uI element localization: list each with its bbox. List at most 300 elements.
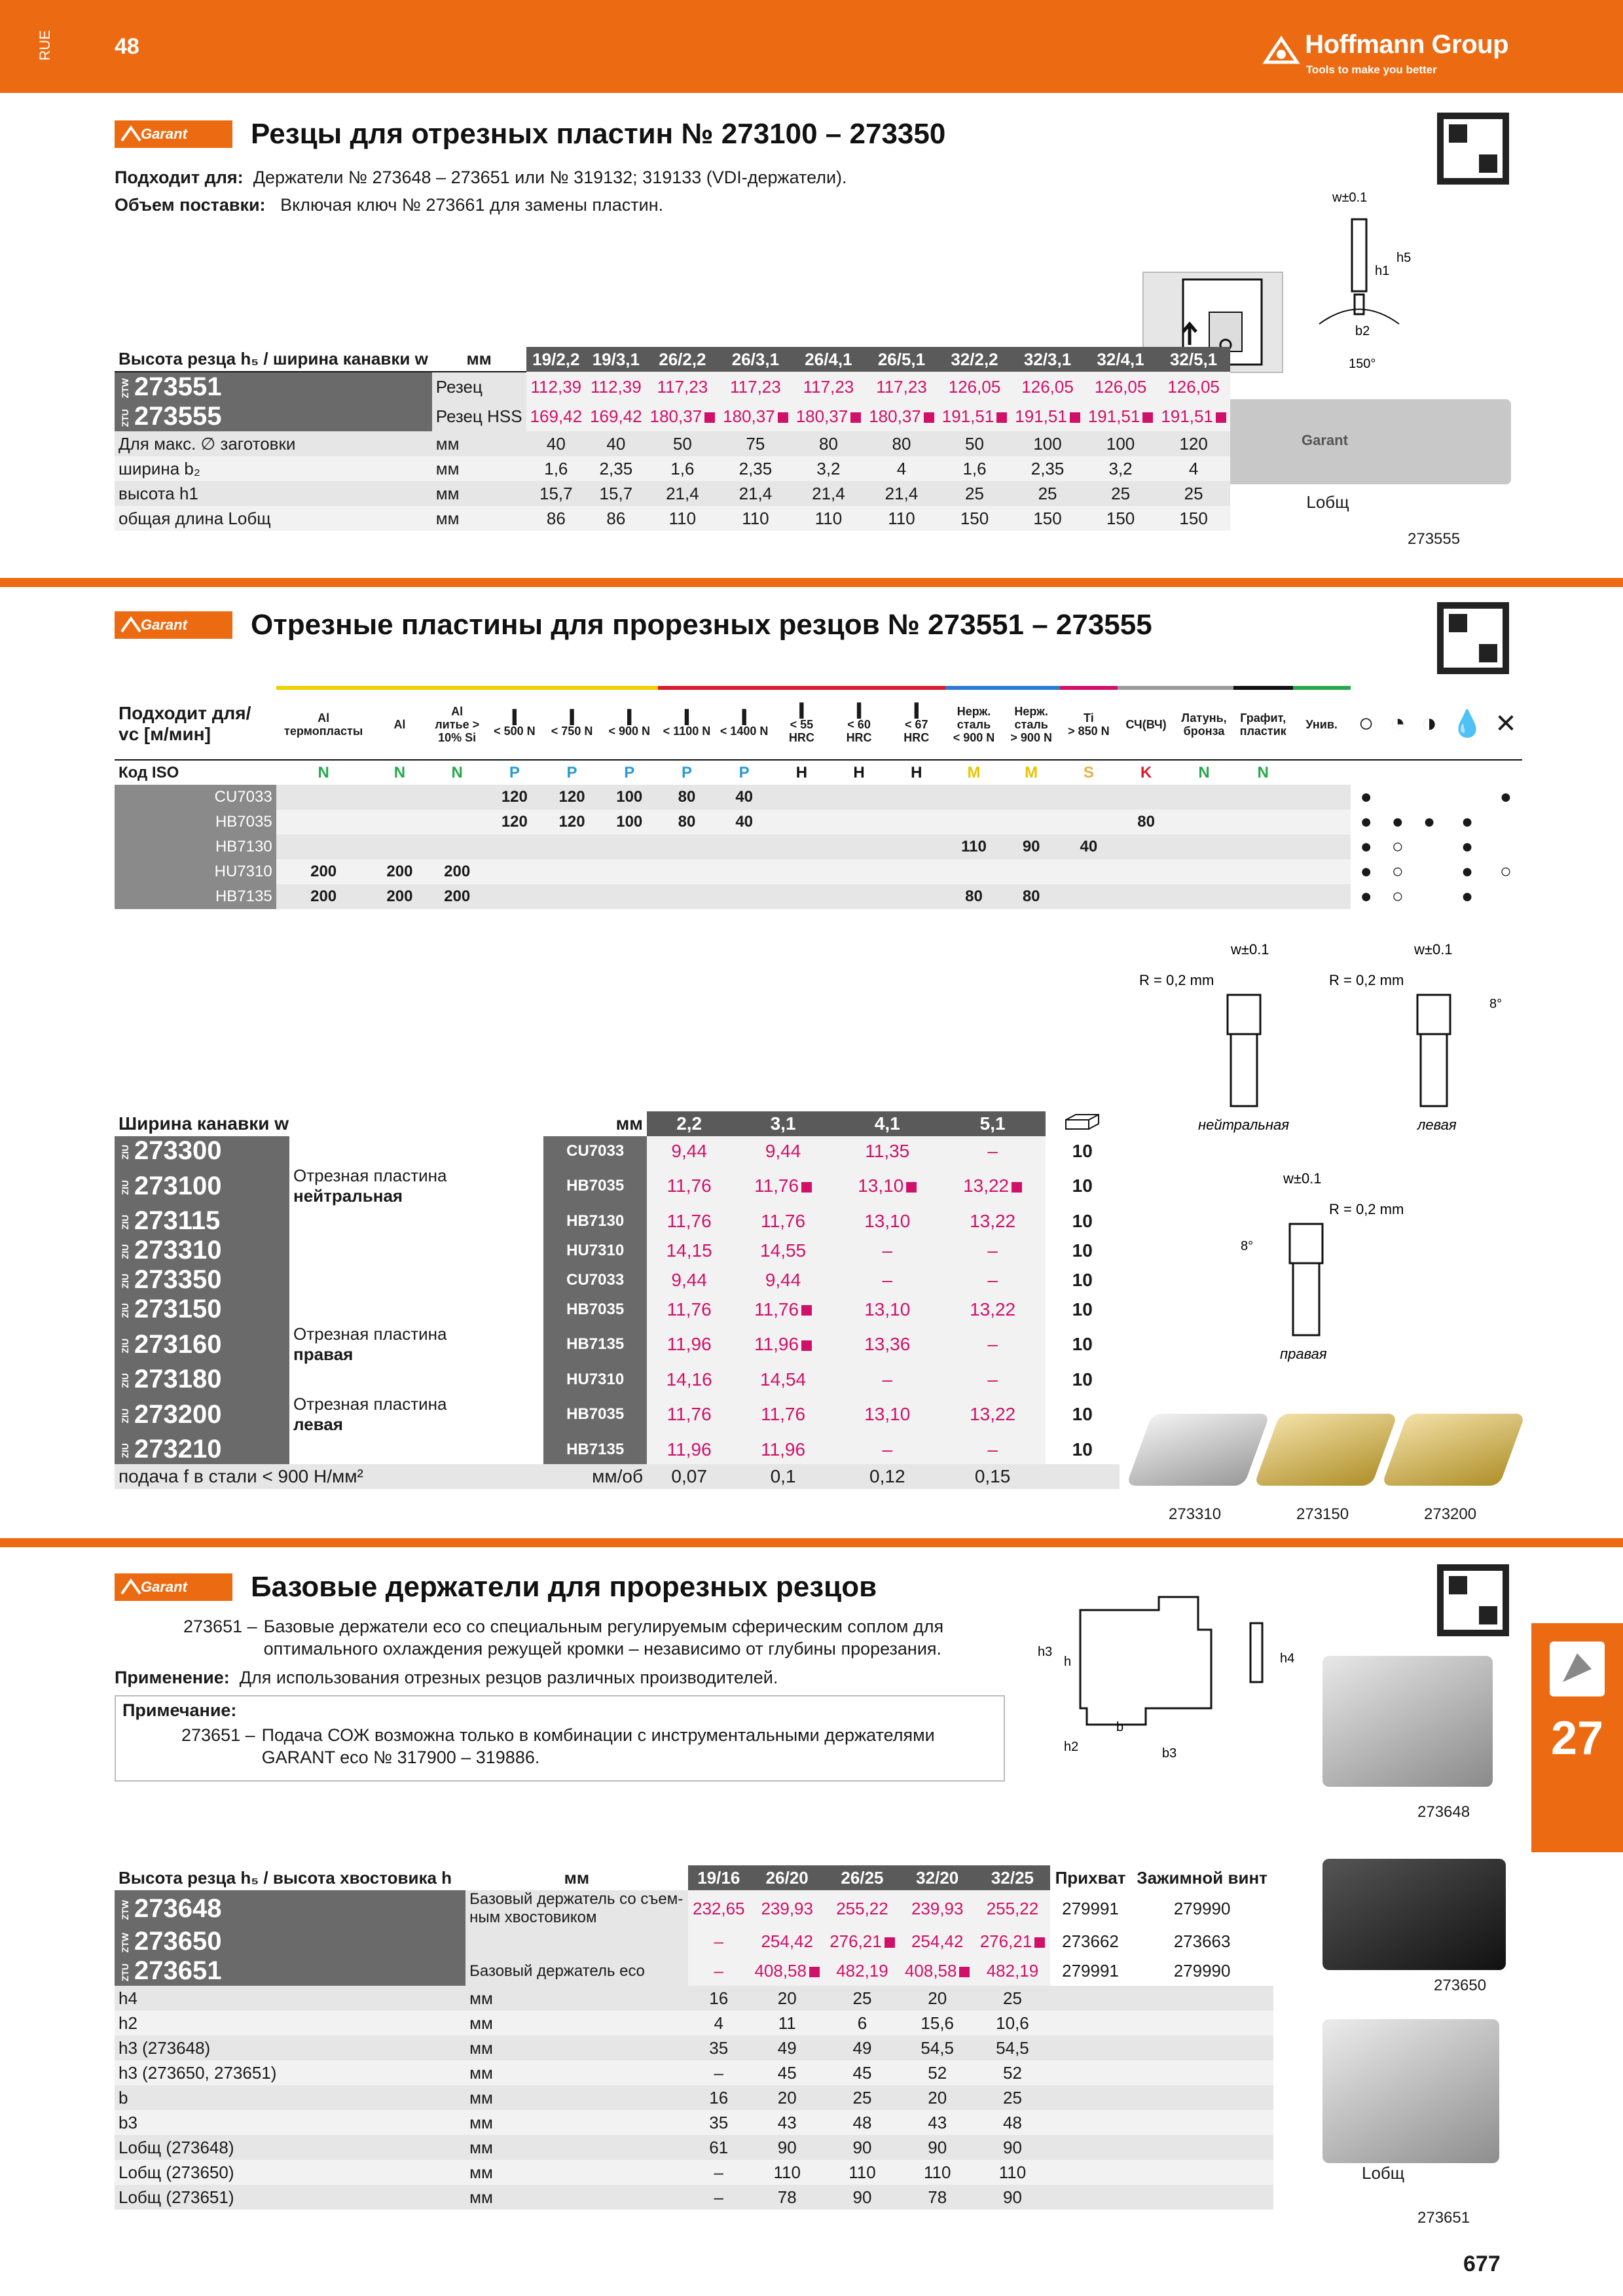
iso-code: S <box>1083 763 1094 781</box>
article-number[interactable]: ZIU 273180 <box>115 1365 289 1394</box>
cutting-speed <box>1175 834 1233 859</box>
steel-profile-icon: Ⅰ <box>854 699 864 724</box>
note-label: Примечание: <box>122 1700 237 1720</box>
dim-value: 4 <box>896 458 907 478</box>
table-row <box>115 2185 1273 2210</box>
price-cell: 239,93 <box>750 1890 825 1927</box>
blade-marking: Garant <box>1302 432 1348 448</box>
dim-value: 120 <box>1179 433 1208 454</box>
dim-value: 50 <box>965 433 984 454</box>
table-row <box>115 2135 1273 2160</box>
price-cell: 112,39 <box>586 372 646 402</box>
price-cell: 408,58 <box>750 1956 825 1986</box>
table-row <box>115 1324 1120 1365</box>
article-number[interactable]: ZIU 273160 <box>115 1324 289 1365</box>
dim-value: 2,35 <box>1030 458 1065 478</box>
dim-value: 150 <box>960 508 989 528</box>
price-cell: 112,39 <box>526 372 587 402</box>
svg-text:h2: h2 <box>1064 1740 1079 1754</box>
dim-value: 16 <box>709 2087 729 2108</box>
cutting-speed <box>1118 785 1175 810</box>
table-row <box>115 1435 1120 1464</box>
dim-value: 150 <box>1106 508 1135 528</box>
insert-name <box>289 1206 543 1236</box>
hoffmann-logo-icon <box>1264 37 1298 63</box>
price-cell: 11,76 <box>731 1166 835 1206</box>
dim-label: общая длина Lобщ <box>119 508 271 528</box>
cutting-speed <box>830 859 888 884</box>
price-cell: 180,37 <box>865 402 938 431</box>
table-row <box>115 1927 1273 1956</box>
suitability-mark: ● <box>1423 811 1436 833</box>
table-row <box>115 2085 1273 2110</box>
accessory-number: 279991 <box>1062 1961 1119 1981</box>
fits-for-label: Подходит для/ vc [м/мин] <box>119 702 251 744</box>
price-cell: – <box>835 1236 940 1265</box>
qr-code-icon[interactable] <box>1437 113 1509 185</box>
svg-text:w±0.1: w±0.1 <box>1283 1170 1322 1187</box>
stock-marker-icon <box>850 412 861 423</box>
svg-text:R = 0,2 mm: R = 0,2 mm <box>1329 1201 1404 1217</box>
section3-heading <box>115 1571 877 1604</box>
t1-col-header: 26/3,1 <box>719 347 792 372</box>
price-cell: 117,23 <box>719 372 792 402</box>
steel-profile-icon: Ⅰ <box>625 706 634 730</box>
t4-col-header: 26/25 <box>825 1865 900 1890</box>
price-cell: 191,51 <box>938 402 1012 431</box>
cutting-speed <box>888 859 945 884</box>
iso-code <box>1293 760 1351 785</box>
cutting-speed <box>830 785 888 810</box>
iso-code: H <box>911 763 922 781</box>
blank-cell <box>1131 2060 1273 2085</box>
profile-icon: ◔ <box>1389 709 1406 738</box>
caption-273310: 273310 <box>1169 1505 1222 1523</box>
table-row <box>115 372 1230 402</box>
iso-code: P <box>566 763 577 781</box>
article-number[interactable]: ZTW 273650 <box>115 1927 465 1956</box>
price-cell: 126,05 <box>1157 372 1230 402</box>
brand-name: Hoffmann Group <box>1305 30 1508 59</box>
feed-unit: мм/об <box>592 1466 643 1486</box>
cutting-speed: 40 <box>716 785 773 810</box>
iso-code: N <box>318 763 329 781</box>
s3-application: Применение: Для использования отрезных резцов различных производителей. <box>115 1668 778 1687</box>
suitability-mark: ● <box>1360 836 1372 857</box>
dim-value: 90 <box>777 2137 797 2157</box>
table-row <box>115 1265 1120 1295</box>
steel-profile-icon: Ⅰ <box>682 706 691 730</box>
price-cell: 14,15 <box>647 1236 731 1265</box>
blank-cell <box>1050 2036 1131 2060</box>
feed-value: 0,12 <box>869 1466 905 1486</box>
grade-code: HB7035 <box>543 1295 647 1324</box>
table-row <box>115 884 1522 909</box>
cutting-speed: 120 <box>486 785 543 810</box>
pack-quantity: 10 <box>1072 1240 1093 1261</box>
grade-code: HB7135 <box>543 1435 647 1464</box>
cutting-speed <box>716 859 773 884</box>
article-number[interactable]: ZIU 273350 <box>115 1265 289 1295</box>
blank-cell <box>1050 2110 1131 2135</box>
holder-image-273650 <box>1322 1859 1506 1970</box>
grade-label: HB7135 <box>115 884 276 909</box>
table-row <box>115 506 1230 531</box>
round-icon: ○ <box>1358 709 1374 738</box>
s1-fits-line: Подходит для: Держатели № 273648 – 273651 или № 319132; 319133 (VDI-держатели). <box>115 168 847 187</box>
insert-name <box>289 1435 543 1464</box>
table-row <box>115 1986 1273 2011</box>
dim-value: 43 <box>777 2112 797 2132</box>
dim-value: – <box>714 2162 723 2182</box>
product-name: Резец <box>432 372 526 402</box>
blank-cell <box>1131 2160 1273 2185</box>
blank-cell <box>1050 1986 1131 2011</box>
steel-profile-icon: Ⅰ <box>510 706 519 730</box>
caption-273200: 273200 <box>1424 1505 1477 1523</box>
price-cell: 276,21 <box>975 1927 1050 1956</box>
t1-col-header: 26/4,1 <box>792 347 866 372</box>
t1-col-header: 19/2,2 <box>526 347 587 372</box>
material-group-header: Ⅰ < 500 N <box>486 688 543 760</box>
t1-col-header: 32/2,2 <box>938 347 1012 372</box>
cutting-speed <box>1175 859 1233 884</box>
cutting-speed <box>428 834 486 859</box>
price-cell: 11,76 <box>647 1394 731 1435</box>
t1-col-header: 26/2,2 <box>646 347 720 372</box>
material-group-header: Нерж. сталь > 900 N <box>1002 688 1060 760</box>
caption-273650: 273650 <box>1434 1977 1487 1994</box>
iso-code: P <box>624 763 635 781</box>
price-cell: 11,96 <box>731 1435 835 1464</box>
blank-cell <box>1050 2011 1131 2036</box>
price-cell: 191,51 <box>1084 402 1158 431</box>
grooving-chapter-icon <box>1531 1623 1623 1708</box>
suitability-mark: ● <box>1461 886 1474 907</box>
feed-value: 0,15 <box>974 1466 1011 1486</box>
blank-cell <box>1413 760 1445 785</box>
svg-text:левая: левая <box>1417 1117 1457 1133</box>
dim-value: 15,7 <box>599 483 633 503</box>
cutting-speed: 200 <box>428 884 486 909</box>
article-number[interactable]: ZIU 273115 <box>115 1206 289 1236</box>
material-group-header: Ⅰ < 900 N <box>600 688 658 760</box>
price-cell: 11,35 <box>835 1136 940 1166</box>
cutting-speed <box>1233 834 1293 859</box>
article-number[interactable]: ZTW 273551 <box>115 372 432 402</box>
material-group-header: Ⅰ < 67 HRC <box>888 688 945 760</box>
t4-col-header: 32/20 <box>900 1865 975 1890</box>
t1-col-header: 32/4,1 <box>1084 347 1158 372</box>
dim-value: 43 <box>928 2112 947 2132</box>
iso-code: P <box>509 763 520 781</box>
t1-head-label: Высота резца h₅ / ширина канавки w <box>115 347 432 372</box>
dim-value: 61 <box>709 2137 729 2157</box>
cutting-speed <box>773 859 831 884</box>
cutting-speed <box>1060 785 1118 810</box>
cutting-speed <box>945 810 1003 834</box>
table-row <box>115 1956 1273 1986</box>
qr-code-icon[interactable] <box>1437 1564 1509 1636</box>
article-number[interactable]: ZIU 273100 <box>115 1166 289 1206</box>
groove-width-label: Ширина канавки w <box>119 1113 289 1134</box>
cutting-speed <box>1118 884 1175 909</box>
price-cell: – <box>835 1265 940 1295</box>
dim-unit: мм <box>435 458 460 478</box>
cutting-speed <box>658 834 716 859</box>
feed-value: 0,07 <box>671 1466 707 1486</box>
price-cell: – <box>835 1365 940 1394</box>
cutting-speed <box>716 884 773 909</box>
dim-value: 110 <box>888 508 915 528</box>
cutting-speed <box>486 884 543 909</box>
cutting-speed <box>830 884 888 909</box>
svg-text:b2: b2 <box>1355 324 1370 338</box>
svg-text:правая: правая <box>1280 1346 1327 1362</box>
dim-value: 4 <box>714 2013 723 2033</box>
t1-col-header: 26/5,1 <box>865 347 938 372</box>
blank-cell <box>1050 2135 1131 2160</box>
grade-code: HU7310 <box>543 1365 647 1394</box>
dim-label: Lобщ (273648) <box>119 2137 234 2157</box>
dim-value: 25 <box>965 483 984 503</box>
t1-unit: мм <box>432 347 526 372</box>
caption-273648: 273648 <box>1417 1803 1470 1821</box>
svg-text:b3: b3 <box>1162 1746 1177 1761</box>
cutting-speed <box>773 884 831 909</box>
cutting-speed: 120 <box>543 785 601 810</box>
cutting-speed: 200 <box>371 859 429 884</box>
blank-cell <box>1131 2085 1273 2110</box>
table-row <box>115 1394 1120 1435</box>
accessory-number: 279991 <box>1062 1898 1119 1918</box>
stock-marker-icon <box>809 1967 820 1977</box>
width-header: 2,2 <box>647 1111 731 1136</box>
price-cell: 11,76 <box>731 1206 835 1236</box>
chapter-tab[interactable] <box>1531 1623 1623 1852</box>
dim-value: 40 <box>606 433 626 454</box>
article-number[interactable]: ZIU 273310 <box>115 1236 289 1265</box>
cutting-speed: 40 <box>1060 834 1118 859</box>
dim-value: 11 <box>778 2013 796 2033</box>
cutting-speed <box>1060 810 1118 834</box>
cutting-speed <box>543 884 601 909</box>
dim-label: b3 <box>119 2112 137 2132</box>
suitability-mark <box>1489 810 1522 834</box>
dim-unit: мм <box>435 508 460 528</box>
suitability-mark: ● <box>1461 836 1474 857</box>
suitability-mark: ○ <box>1391 861 1404 882</box>
table-row <box>115 481 1230 506</box>
dim-label: b <box>119 2087 128 2108</box>
svg-text:R = 0,2 mm: R = 0,2 mm <box>1329 972 1404 988</box>
t1-col-header: 32/3,1 <box>1011 347 1084 372</box>
dim-label: Lобщ (273650) <box>119 2162 234 2182</box>
cutting-speed <box>371 810 429 834</box>
dim-value: 3,2 <box>816 458 841 478</box>
dim-value: 49 <box>777 2037 797 2058</box>
insert-name <box>289 1265 543 1295</box>
dim-value: 21,4 <box>739 483 773 503</box>
t4-col-header: 32/25 <box>975 1865 1050 1890</box>
cutting-speed <box>428 810 486 834</box>
suitability-mark <box>1413 785 1445 810</box>
brand-tagline: Tools to make you better <box>1305 63 1437 76</box>
price-cell: 11,96 <box>647 1324 731 1365</box>
dim-value: 15,6 <box>921 2013 955 2033</box>
width-header: 5,1 <box>940 1111 1046 1136</box>
material-group-header: Al литье > 10% Si <box>428 688 486 760</box>
dim-value: 25 <box>1184 483 1203 503</box>
cutting-speed <box>773 810 831 834</box>
price-cell: 9,44 <box>731 1265 835 1295</box>
qr-code-icon[interactable] <box>1437 602 1509 674</box>
article-number[interactable]: ZIU 273150 <box>115 1295 289 1324</box>
stock-marker-icon <box>1070 412 1080 423</box>
article-number[interactable]: ZTU 273651 <box>115 1956 465 1986</box>
cutting-speed <box>1175 810 1233 834</box>
price-cell: 11,76 <box>647 1166 731 1206</box>
price-cell: 13,10 <box>835 1166 940 1206</box>
dim-unit: мм <box>469 2062 493 2083</box>
brand-logo <box>1264 30 1508 77</box>
dim-value: – <box>714 2062 723 2083</box>
price-cell: 117,23 <box>646 372 720 402</box>
insert-image-273310 <box>1126 1414 1270 1486</box>
dim-value: 25 <box>1111 483 1131 503</box>
grade-code: HB7135 <box>543 1324 647 1365</box>
cutting-speed <box>1293 785 1351 810</box>
dim-value: 15,7 <box>539 483 573 503</box>
dim-unit: мм <box>435 433 460 454</box>
price-cell: 13,22 <box>940 1394 1046 1435</box>
insert-image-273200 <box>1381 1414 1525 1486</box>
blank-cell <box>1131 2110 1273 2135</box>
material-group-header: Ⅰ < 60 HRC <box>830 688 888 760</box>
dim-value: 6 <box>857 2013 867 2033</box>
dim-value: 78 <box>777 2187 797 2207</box>
article-number[interactable]: ZTU 273555 <box>115 402 432 431</box>
price-cell: 169,42 <box>586 402 646 431</box>
suitability-mark <box>1382 785 1413 810</box>
cutter-table <box>115 347 1230 531</box>
dim-unit: мм <box>435 483 460 503</box>
grade-label: HB7130 <box>115 834 276 859</box>
price-cell: – <box>940 1324 1046 1365</box>
svg-text:h4: h4 <box>1280 1651 1295 1666</box>
dim-value: 75 <box>746 433 765 454</box>
s1-scope-line: Объем поставки: Включая ключ № 273661 для замены пластин. <box>115 195 664 215</box>
price-cell: 11,96 <box>647 1435 731 1464</box>
blank-cell <box>1131 2135 1273 2160</box>
pack-quantity: 10 <box>1072 1404 1093 1424</box>
article-number[interactable]: ZIU 273300 <box>115 1136 289 1166</box>
material-group-header: Ⅰ < 1100 N <box>658 688 716 760</box>
feed-label: подача f в стали < 900 Н/мм² <box>119 1466 363 1486</box>
dim-label: Для макс. ∅ заготовки <box>119 433 296 454</box>
stock-marker-icon <box>778 412 788 423</box>
price-cell: 482,19 <box>975 1956 1050 1986</box>
dim-value: 25 <box>1003 2087 1022 2108</box>
table-row <box>115 2110 1273 2135</box>
dim-value: 4 <box>1188 458 1199 478</box>
iso-code: N <box>451 763 463 781</box>
insert-drawing-right <box>1205 1165 1440 1361</box>
table-row <box>115 785 1522 810</box>
grade-label: CU7033 <box>115 785 276 810</box>
table-row <box>115 1464 1120 1489</box>
price-cell: 191,51 <box>1011 402 1084 431</box>
cutting-speed: 120 <box>486 810 543 834</box>
steel-profile-icon: Ⅰ <box>912 699 921 724</box>
price-cell: – <box>940 1136 1046 1166</box>
dim-value: 80 <box>818 433 838 454</box>
width-header: 4,1 <box>835 1111 940 1136</box>
section-separator <box>0 1538 1623 1547</box>
dim-value: 25 <box>1003 1988 1022 2008</box>
dim-value: 16 <box>709 1988 729 2008</box>
svg-text:h1: h1 <box>1375 264 1390 278</box>
table-row <box>115 834 1522 859</box>
coolant-icon: 💧 <box>1451 709 1484 738</box>
table-row <box>115 1136 1120 1166</box>
cutting-speed <box>1233 884 1293 909</box>
cutting-speed: 200 <box>428 859 486 884</box>
cutting-speed <box>1293 884 1351 909</box>
dim-value: 21,4 <box>884 483 919 503</box>
dim-value: 21,4 <box>812 483 845 503</box>
cutting-speed <box>1002 785 1060 810</box>
svg-text:h5: h5 <box>1396 251 1412 265</box>
cutting-speed <box>1060 884 1118 909</box>
price-cell: 482,19 <box>825 1956 900 1986</box>
dim-label: h2 <box>119 2013 137 2033</box>
blank-cell <box>1445 760 1489 785</box>
suitability-mark: ● <box>1461 861 1474 882</box>
dim-label: h3 (273648) <box>119 2037 211 2058</box>
garant-badge: Garant <box>115 1573 232 1601</box>
accessory-number: 279990 <box>1173 1961 1231 1981</box>
dim-value: 2,35 <box>599 458 633 478</box>
article-number[interactable]: ZTW 273648 <box>115 1890 465 1927</box>
price-cell: 11,76 <box>731 1295 835 1324</box>
cutting-speed <box>1233 785 1293 810</box>
stock-marker-icon <box>1034 1937 1045 1948</box>
dim-value: 35 <box>709 2112 729 2132</box>
dim-unit: мм <box>469 2087 493 2108</box>
stock-marker-icon <box>996 412 1007 423</box>
svg-text:8°: 8° <box>1489 997 1503 1011</box>
accessory-number: 279990 <box>1173 1898 1231 1918</box>
garant-badge: Garant <box>115 120 232 148</box>
suitability-mark: ● <box>1499 786 1512 808</box>
article-number[interactable]: ZIU 273200 <box>115 1394 289 1435</box>
table-row <box>115 2060 1273 2085</box>
dim-value: 52 <box>928 2062 947 2083</box>
cutting-speed <box>486 859 543 884</box>
grade-label: HB7035 <box>115 810 276 834</box>
article-number[interactable]: ZIU 273210 <box>115 1435 289 1464</box>
interrupted-icon: ◑ <box>1421 709 1438 738</box>
cutting-speed: 80 <box>658 810 716 834</box>
pack-quantity: 10 <box>1072 1439 1093 1460</box>
cutting-speed: 90 <box>1002 834 1060 859</box>
price-cell: 9,44 <box>647 1136 731 1166</box>
t1-col-header: 32/5,1 <box>1157 347 1230 372</box>
cutting-speed: 200 <box>276 884 371 909</box>
price-cell: 13,10 <box>835 1206 940 1236</box>
price-cell: 11,76 <box>647 1206 731 1236</box>
